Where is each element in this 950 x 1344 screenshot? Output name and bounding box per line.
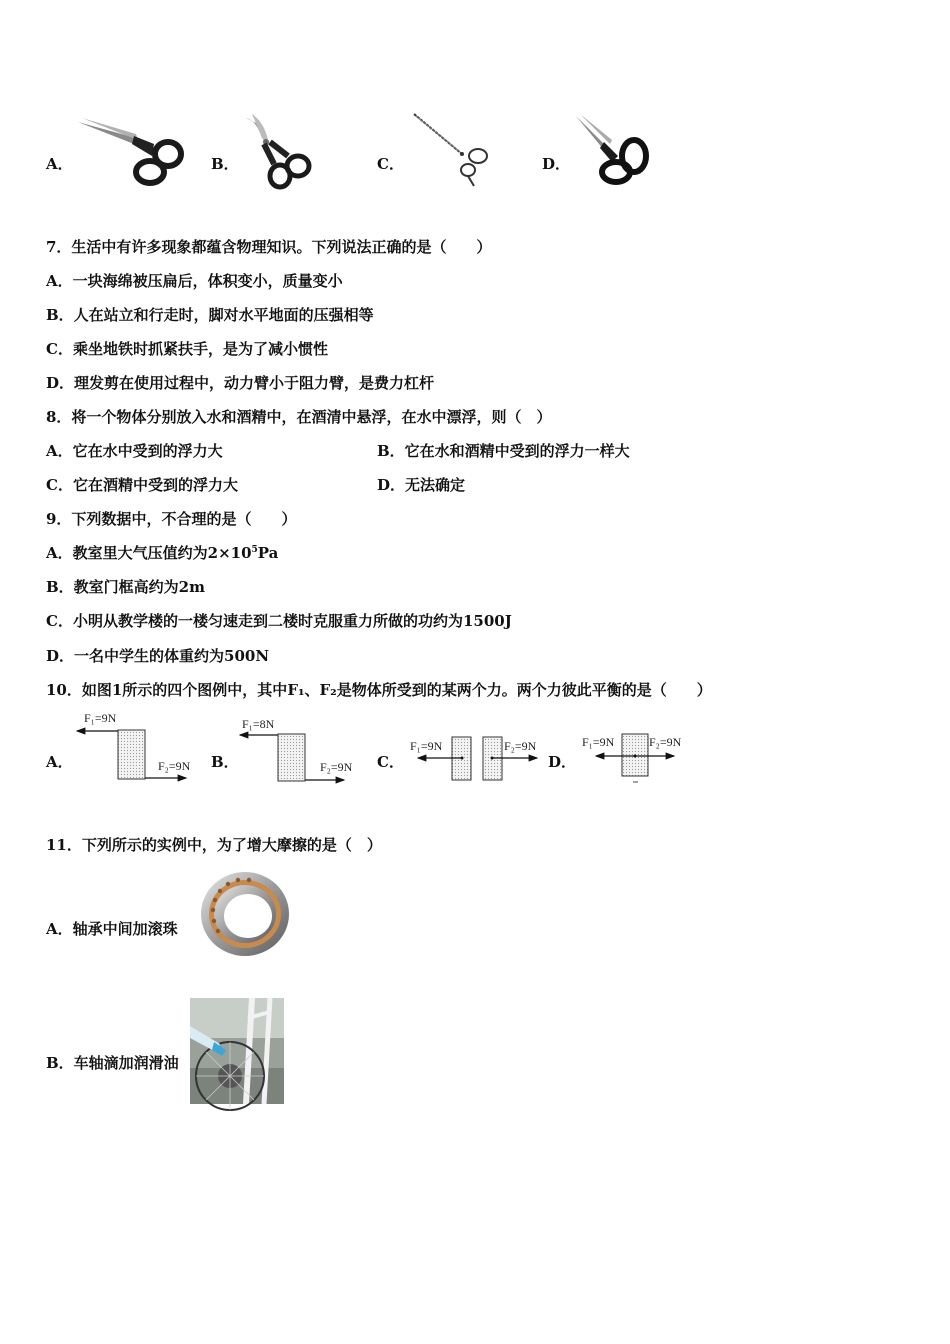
scissors-icon: [76, 116, 184, 188]
q7-stem: 7．生活中有许多现象都蕴含物理知识。下列说法正确的是（ ）: [46, 238, 492, 256]
q10-d-f2-label: F₂=9N: [649, 735, 682, 749]
kitchen-scissors-icon: [572, 112, 654, 188]
ball-bearing-icon: [193, 864, 293, 964]
q11-stem: 11．下列所示的实例中，为了增大摩擦的是（ ）: [46, 836, 382, 854]
q8-option-a: A．它在水中受到的浮力大: [46, 442, 223, 460]
q7-option-a: A．一块海绵被压扁后，体积变小，质量变小: [46, 272, 343, 290]
q9-option-a-unit: Pa: [257, 544, 279, 562]
q8-option-d: D．无法确定: [377, 476, 466, 494]
q10-diagram-a: [72, 710, 202, 785]
q8-option-b: B．它在水和酒精中受到的浮力一样大: [377, 442, 630, 460]
q7-option-b: B．人在站立和行走时，脚对水平地面的压强相等: [46, 306, 374, 324]
q9-option-a-exponent: 5: [251, 545, 258, 555]
pruning-shears-icon: [242, 112, 314, 190]
q9-option-b: B．教室门框高约为2m: [46, 578, 205, 596]
hair-scissors-icon: [412, 112, 496, 188]
q7-option-c: C．乘坐地铁时抓紧扶手，是为了减小惯性: [46, 340, 328, 358]
q11-option-a: A．轴承中间加滚珠: [46, 920, 178, 938]
q10-c-f1-label: F₁=9N: [410, 739, 443, 753]
q9-option-a: [46, 542, 278, 563]
q6-option-b-label: B．: [211, 155, 239, 173]
q6-option-c-label: C．: [377, 155, 404, 173]
q8-stem: 8．将一个物体分别放入水和酒精中，在酒清中悬浮，在水中漂浮，则（ ）: [46, 408, 552, 426]
q10-b-f1-label: F₁=8N: [242, 717, 275, 731]
q6-option-d-label: D．: [542, 155, 571, 173]
q8-option-c: C．它在酒精中受到的浮力大: [46, 476, 238, 494]
q9-option-c: C．小明从教学楼的一楼匀速走到二楼时克服重力所做的功约为1500J: [46, 612, 512, 630]
q10-option-c-label: C．: [377, 753, 404, 771]
q6-option-a-label: A．: [46, 155, 73, 173]
q10-option-b-label: B．: [211, 753, 239, 771]
q9-option-d: D．一名中学生的体重约为500N: [46, 647, 270, 665]
q10-c-f2-label: F₂=9N: [504, 739, 537, 753]
q10-diagram-c: [406, 735, 546, 785]
q10-a-f2-label: F₂=9N: [158, 759, 191, 773]
q9-stem: 9．下列数据中，不合理的是（ ）: [46, 510, 297, 528]
q10-option-a-label: A．: [46, 753, 73, 771]
q10-b-f2-label: F₂=9N: [320, 760, 353, 774]
q10-diagram-d: [580, 732, 690, 784]
q10-option-d-label: D．: [548, 753, 577, 771]
q9-option-a-prefix: A．教室里大气压值约为2×10: [46, 544, 252, 562]
bicycle-oiling-icon: [190, 998, 284, 1104]
q11-option-b: B．车轴滴加润滑油: [46, 1054, 179, 1072]
q7-option-d: D．理发剪在使用过程中，动力臂小于阻力臂，是费力杠杆: [46, 374, 435, 392]
q10-diagram-b: [238, 714, 368, 786]
q10-stem: 10．如图1所示的四个图例中，其中F₁、F₂是物体所受到的某两个力。两个力彼此平衡的是（ ）: [46, 681, 712, 699]
q10-d-f1-label: F₁=9N: [582, 735, 615, 749]
q10-a-f1-label: F₁=9N: [84, 711, 117, 725]
